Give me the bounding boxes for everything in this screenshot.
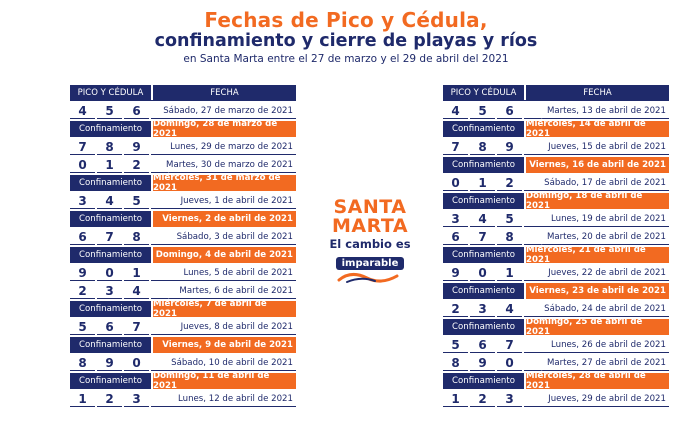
header-fecha: FECHA <box>153 85 296 100</box>
cedula-digit: 7 <box>97 229 122 245</box>
cedula-digit: 5 <box>97 103 122 119</box>
confinement-date: Miércoles, 21 de abril de 2021 <box>526 247 669 263</box>
pico-cedula-row <box>70 139 296 155</box>
cedula-digit: 2 <box>97 391 122 407</box>
confinement-row <box>443 319 669 335</box>
logo-line-4: imparable <box>336 257 405 270</box>
confinement-date: Domingo, 11 de abril de 2021 <box>153 373 296 389</box>
cedula-digit: 0 <box>124 355 149 371</box>
row-date: Lunes, 29 de marzo de 2021 <box>151 139 296 155</box>
confinement-date: Viernes, 23 de abril de 2021 <box>526 283 669 299</box>
cedula-digit: 4 <box>443 103 468 119</box>
confinement-label: Confinamiento <box>443 193 524 209</box>
confinement-row <box>70 301 296 317</box>
page-subtitle: confinamiento y cierre de playas y ríos <box>154 31 538 51</box>
confinement-row <box>70 211 296 227</box>
cedula-digit: 8 <box>124 229 149 245</box>
cedula-digit: 8 <box>497 229 522 245</box>
pico-cedula-row <box>443 355 669 371</box>
cedula-digit: 7 <box>70 139 95 155</box>
pico-cedula-row <box>443 211 669 227</box>
cedula-digit: 1 <box>70 391 95 407</box>
confinement-row <box>443 193 669 209</box>
pico-cedula-row <box>443 175 669 191</box>
cedula-digit: 4 <box>124 283 149 299</box>
cedula-digit: 1 <box>124 265 149 281</box>
cedula-digit: 3 <box>70 193 95 209</box>
confinement-date: Miércoles, 14 de abril de 2021 <box>526 121 669 137</box>
cedula-digit: 2 <box>124 157 149 173</box>
pico-cedula-row <box>443 103 669 119</box>
confinement-row <box>70 121 296 137</box>
cedula-digit: 8 <box>470 139 495 155</box>
row-date: Sábado, 24 de abril de 2021 <box>524 301 669 317</box>
confinement-row <box>70 175 296 191</box>
confinement-label: Confinamiento <box>70 247 151 263</box>
confinement-row <box>443 247 669 263</box>
pico-cedula-row <box>70 229 296 245</box>
wave-icon <box>337 272 403 284</box>
row-date: Lunes, 5 de abril de 2021 <box>151 265 296 281</box>
cedula-digit: 3 <box>497 391 522 407</box>
row-date: Martes, 20 de abril de 2021 <box>524 229 669 245</box>
table-header <box>70 85 296 101</box>
confinement-row <box>70 373 296 389</box>
cedula-digit: 8 <box>443 355 468 371</box>
row-date: Jueves, 22 de abril de 2021 <box>524 265 669 281</box>
confinement-row <box>443 373 669 389</box>
cedula-digit: 9 <box>70 265 95 281</box>
cedula-digit: 4 <box>70 103 95 119</box>
confinement-date: Domingo, 25 de abril de 2021 <box>526 319 669 335</box>
confinement-label: Confinamiento <box>70 211 151 227</box>
logo-line-1: SANTA <box>333 196 407 218</box>
cedula-digit: 2 <box>443 301 468 317</box>
page-caption: en Santa Marta entre el 27 de marzo y el 29 de abril del 2021 <box>183 53 509 65</box>
cedula-digit: 3 <box>470 301 495 317</box>
cedula-digit: 8 <box>97 139 122 155</box>
confinement-label: Confinamiento <box>70 301 151 317</box>
confinement-label: Confinamiento <box>443 373 524 389</box>
cedula-digit: 9 <box>97 355 122 371</box>
table-header <box>443 85 669 101</box>
table-body <box>70 103 296 407</box>
row-date: Jueves, 29 de abril de 2021 <box>524 391 669 407</box>
confinement-label: Confinamiento <box>70 121 151 137</box>
pico-cedula-row <box>443 229 669 245</box>
pico-cedula-row <box>70 283 296 299</box>
row-date: Martes, 6 de abril de 2021 <box>151 283 296 299</box>
cedula-digit: 1 <box>497 265 522 281</box>
confinement-date: Miércoles, 31 de marzo de 2021 <box>153 175 296 191</box>
row-date: Martes, 13 de abril de 2021 <box>524 103 669 119</box>
cedula-digit: 0 <box>470 265 495 281</box>
header-pico-cedula: PICO Y CÉDULA <box>70 85 151 100</box>
schedule-table-right <box>443 85 669 407</box>
row-date: Lunes, 26 de abril de 2021 <box>524 337 669 353</box>
logo-line-3: El cambio es <box>329 237 411 251</box>
confinement-date: Domingo, 28 de marzo de 2021 <box>153 121 296 137</box>
cedula-digit: 5 <box>470 103 495 119</box>
cedula-digit: 0 <box>497 355 522 371</box>
confinement-date: Miércoles, 7 de abril de 2021 <box>153 301 296 317</box>
row-date: Martes, 30 de marzo de 2021 <box>151 157 296 173</box>
cedula-digit: 6 <box>70 229 95 245</box>
cedula-digit: 2 <box>497 175 522 191</box>
row-date: Lunes, 12 de abril de 2021 <box>151 391 296 407</box>
row-date: Jueves, 8 de abril de 2021 <box>151 319 296 335</box>
pico-cedula-row <box>70 157 296 173</box>
cedula-digit: 9 <box>470 355 495 371</box>
confinement-row <box>443 283 669 299</box>
cedula-digit: 3 <box>97 283 122 299</box>
row-date: Sábado, 3 de abril de 2021 <box>151 229 296 245</box>
row-date: Sábado, 27 de marzo de 2021 <box>151 103 296 119</box>
cedula-digit: 7 <box>470 229 495 245</box>
confinement-label: Confinamiento <box>70 337 151 353</box>
table-body <box>443 103 669 407</box>
confinement-label: Confinamiento <box>443 247 524 263</box>
pico-cedula-row <box>70 103 296 119</box>
pico-cedula-row <box>70 265 296 281</box>
cedula-digit: 1 <box>443 391 468 407</box>
pico-cedula-row <box>443 337 669 353</box>
pico-cedula-row <box>70 391 296 407</box>
pico-cedula-row <box>70 193 296 209</box>
confinement-label: Confinamiento <box>70 175 151 191</box>
confinement-date: Viernes, 16 de abril de 2021 <box>526 157 669 173</box>
row-date: Sábado, 10 de abril de 2021 <box>151 355 296 371</box>
cedula-digit: 0 <box>70 157 95 173</box>
row-date: Lunes, 19 de abril de 2021 <box>524 211 669 227</box>
row-date: Sábado, 17 de abril de 2021 <box>524 175 669 191</box>
cedula-digit: 7 <box>124 319 149 335</box>
cedula-digit: 3 <box>124 391 149 407</box>
cedula-digit: 5 <box>70 319 95 335</box>
pico-cedula-row <box>443 391 669 407</box>
header-fecha: FECHA <box>526 85 669 100</box>
confinement-date: Miércoles, 28 de abril de 2021 <box>526 373 669 389</box>
cedula-digit: 0 <box>97 265 122 281</box>
pico-cedula-row <box>443 265 669 281</box>
cedula-digit: 1 <box>97 157 122 173</box>
confinement-label: Confinamiento <box>443 283 524 299</box>
confinement-label: Confinamiento <box>443 157 524 173</box>
schedule-table-left <box>70 85 296 407</box>
logo-line-2: MARTA <box>331 215 409 237</box>
confinement-label: Confinamiento <box>443 121 524 137</box>
cedula-digit: 8 <box>70 355 95 371</box>
cedula-digit: 6 <box>470 337 495 353</box>
cedula-digit: 4 <box>497 301 522 317</box>
santa-marta-logo <box>328 198 412 284</box>
cedula-digit: 9 <box>124 139 149 155</box>
pico-cedula-row <box>443 301 669 317</box>
cedula-digit: 1 <box>470 175 495 191</box>
cedula-digit: 6 <box>443 229 468 245</box>
cedula-digit: 6 <box>124 103 149 119</box>
pico-cedula-row <box>443 139 669 155</box>
row-date: Jueves, 15 de abril de 2021 <box>524 139 669 155</box>
cedula-digit: 6 <box>497 103 522 119</box>
confinement-label: Confinamiento <box>443 319 524 335</box>
confinement-date: Viernes, 2 de abril de 2021 <box>153 211 296 227</box>
cedula-digit: 5 <box>124 193 149 209</box>
row-date: Martes, 27 de abril de 2021 <box>524 355 669 371</box>
cedula-digit: 4 <box>470 211 495 227</box>
confinement-row <box>443 157 669 173</box>
cedula-digit: 3 <box>443 211 468 227</box>
confinement-date: Domingo, 4 de abril de 2021 <box>153 247 296 263</box>
confinement-row <box>70 247 296 263</box>
pico-cedula-row <box>70 355 296 371</box>
page-title: Fechas de Pico y Cédula, <box>204 8 488 32</box>
cedula-digit: 7 <box>443 139 468 155</box>
cedula-digit: 9 <box>497 139 522 155</box>
cedula-digit: 4 <box>97 193 122 209</box>
cedula-digit: 6 <box>97 319 122 335</box>
cedula-digit: 2 <box>70 283 95 299</box>
row-date: Jueves, 1 de abril de 2021 <box>151 193 296 209</box>
pico-cedula-row <box>70 319 296 335</box>
header-pico-cedula: PICO Y CÉDULA <box>443 85 524 100</box>
cedula-digit: 5 <box>497 211 522 227</box>
confinement-row <box>443 121 669 137</box>
cedula-digit: 9 <box>443 265 468 281</box>
cedula-digit: 5 <box>443 337 468 353</box>
confinement-date: Domingo, 18 de abril de 2021 <box>526 193 669 209</box>
cedula-digit: 0 <box>443 175 468 191</box>
confinement-date: Viernes, 9 de abril de 2021 <box>153 337 296 353</box>
confinement-row <box>70 337 296 353</box>
confinement-label: Confinamiento <box>70 373 151 389</box>
cedula-digit: 7 <box>497 337 522 353</box>
cedula-digit: 2 <box>470 391 495 407</box>
